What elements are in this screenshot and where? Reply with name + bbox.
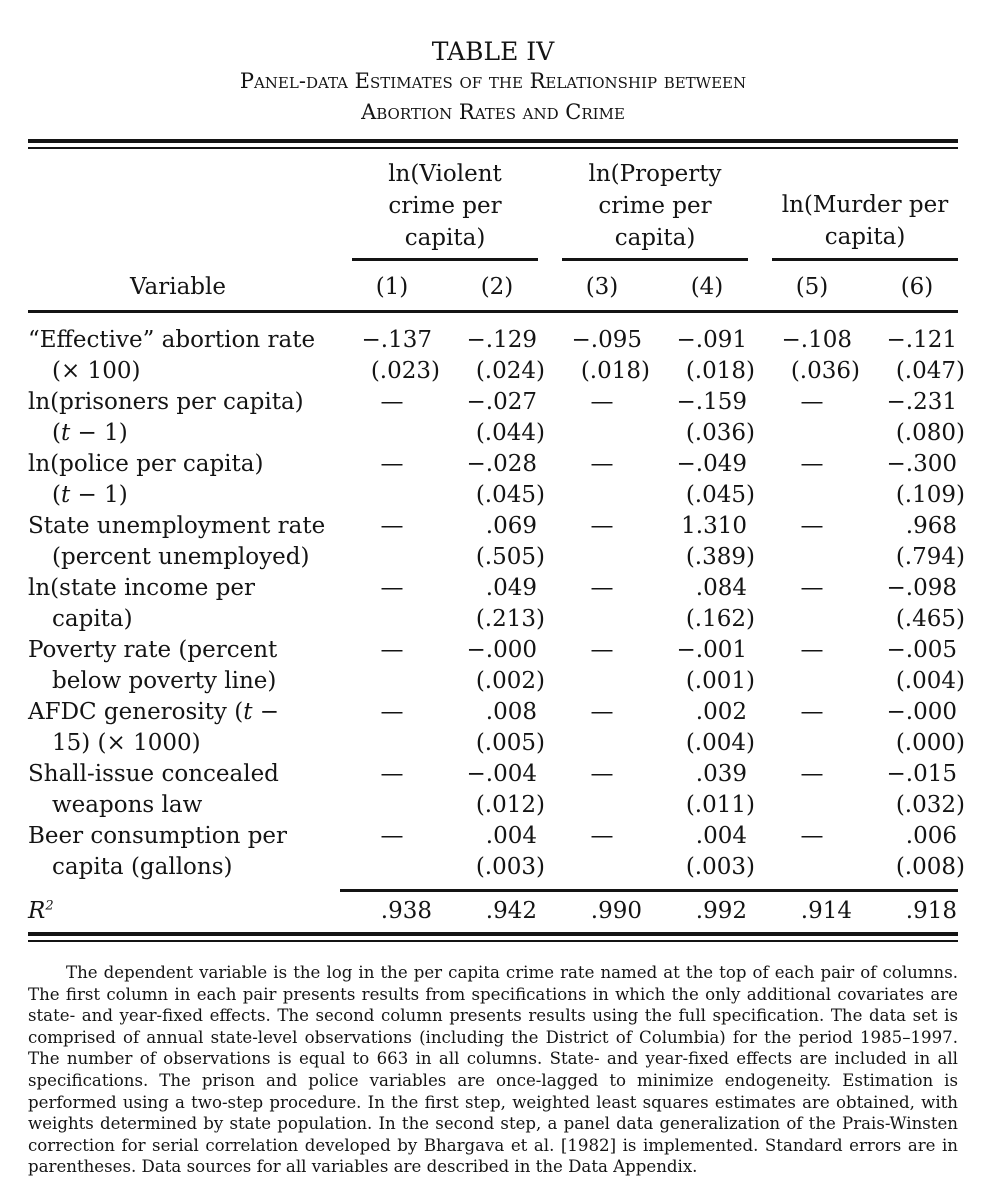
table-cell-empty: — [800, 389, 824, 415]
table-cell-std-error: (.002) [475, 668, 545, 694]
table-cell-std-error: (.011) [685, 792, 755, 818]
table-cell-std-error: (.008) [895, 854, 965, 880]
row-label: “Effective” abortion rate [28, 327, 316, 353]
r2-rule [340, 889, 958, 892]
table-cell-coefficient: −.015 [886, 761, 957, 787]
row-label-continued [28, 480, 128, 511]
table-cell-coefficient: .049 [485, 575, 537, 601]
table-cell-std-error: (.004) [895, 668, 965, 694]
table-cell-std-error: (.794) [895, 544, 965, 570]
table-cell-coefficient: −.004 [466, 761, 537, 787]
bottom-rule-thick [28, 932, 958, 936]
row-label-continued-text: (t − 1) [52, 420, 128, 446]
table-cell-coefficient: .004 [695, 823, 747, 849]
bottom-rule-thin [28, 940, 958, 942]
row-label-continued [28, 852, 233, 883]
table-cell-std-error: (.018) [685, 358, 755, 384]
table-cell-std-error: (.109) [895, 482, 965, 508]
row-label: ln(state income per [28, 575, 256, 601]
row-label: Poverty rate (percent [28, 637, 278, 663]
column-number: (3) [585, 274, 619, 300]
group-rule-property [562, 258, 748, 261]
table-cell-empty: — [590, 637, 614, 663]
table-cell-std-error: (.162) [685, 606, 755, 632]
table-cell-std-error: (.024) [475, 358, 545, 384]
table-cell-coefficient: −.098 [886, 575, 957, 601]
group-rule-murder [772, 258, 958, 261]
table-cell-empty: — [800, 761, 824, 787]
table-cell-coefficient: .006 [905, 823, 957, 849]
r2-value: .992 [695, 898, 747, 924]
table-cell-empty: — [380, 637, 404, 663]
group-header-property: ln(Property crime per capita) [588, 161, 722, 251]
r2-label: $R^2$ [28, 898, 54, 924]
table-cell-empty: — [800, 699, 824, 725]
table-cell-coefficient: −.108 [781, 327, 852, 353]
table-title: TABLE IV [431, 37, 555, 66]
table-cell-std-error: (.003) [685, 854, 755, 880]
table-cell-coefficient: −.049 [676, 451, 747, 477]
table-cell-coefficient: .084 [695, 575, 747, 601]
row-label-continued [28, 728, 201, 759]
table-cell-empty: — [800, 513, 824, 539]
table-cell-coefficient: −.121 [886, 327, 957, 353]
table-cell-std-error: (.023) [370, 358, 440, 384]
table-cell-coefficient: −.028 [466, 451, 537, 477]
row-label-continued [28, 604, 133, 635]
table-cell-std-error: (.001) [685, 668, 755, 694]
table-cell-std-error: (.012) [475, 792, 545, 818]
top-rule-thick [28, 139, 958, 143]
r2-value: .914 [800, 898, 852, 924]
table-cell-std-error: (.005) [475, 730, 545, 756]
table-cell-std-error: (.032) [895, 792, 965, 818]
table-cell-empty: — [800, 451, 824, 477]
table-cell-coefficient: −.000 [466, 637, 537, 663]
table-subtitle-line1: Panel-data Estimates of the Relationship between [239, 69, 747, 93]
row-label: Beer consumption per [28, 823, 288, 849]
r2-value: .938 [380, 898, 432, 924]
table-cell-coefficient: .004 [485, 823, 537, 849]
row-label-continued-text: (× 100) [52, 358, 141, 384]
row-label-continued-text: capita (gallons) [52, 854, 233, 880]
top-rule-thin [28, 147, 958, 149]
column-number: (2) [480, 274, 514, 300]
table-cell-std-error: (.045) [475, 482, 545, 508]
table-cell-empty: — [590, 451, 614, 477]
table-cell-std-error: (.000) [895, 730, 965, 756]
r2-value: .990 [590, 898, 642, 924]
table-cell-coefficient: −.091 [676, 327, 747, 353]
variable-header: Variable [130, 274, 226, 300]
row-label: AFDC generosity (t − [28, 699, 280, 725]
row-label-continued-text: weapons law [52, 792, 203, 818]
row-label-continued [28, 418, 128, 449]
table-cell-std-error: (.044) [475, 420, 545, 446]
table-cell-std-error: (.389) [685, 544, 755, 570]
table-cell-coefficient: 1.310 [681, 513, 747, 539]
row-label: ln(police per capita) [28, 451, 264, 477]
column-number: (4) [690, 274, 724, 300]
r2-value: .918 [905, 898, 957, 924]
table-cell-empty: — [380, 451, 404, 477]
table-cell-std-error: (.036) [685, 420, 755, 446]
row-label-continued-text: capita) [52, 606, 133, 632]
row-label-continued [28, 542, 309, 573]
row-label: Shall-issue concealed [28, 761, 279, 787]
table-cell-coefficient: .069 [485, 513, 537, 539]
row-label-continued-text: (t − 1) [52, 482, 128, 508]
table-cell-empty: — [380, 513, 404, 539]
table-subtitle-line2: Abortion Rates and Crime [361, 100, 625, 124]
table-cell-empty: — [590, 699, 614, 725]
group-header-violent: ln(Violent crime per capita) [388, 161, 502, 251]
row-label: State unemployment rate [28, 513, 326, 539]
table-cell-coefficient: −.095 [571, 327, 642, 353]
row-label-continued-text: 15) (× 1000) [52, 730, 201, 756]
table-cell-empty: — [380, 761, 404, 787]
table-cell-coefficient: .968 [905, 513, 957, 539]
table-cell-std-error: (.036) [790, 358, 860, 384]
table-cell-empty: — [590, 575, 614, 601]
header-rule [28, 310, 958, 313]
table-cell-std-error: (.213) [475, 606, 545, 632]
table-cell-coefficient: −.231 [886, 389, 957, 415]
group-header-murder: ln(Murder per capita) [781, 192, 949, 250]
row-label-continued [28, 666, 276, 697]
table-cell-coefficient: −.159 [676, 389, 747, 415]
table-cell-std-error: (.465) [895, 606, 965, 632]
table-cell-coefficient: −.027 [466, 389, 537, 415]
table-cell-empty: — [380, 823, 404, 849]
table-cell-std-error: (.004) [685, 730, 755, 756]
table-cell-empty: — [590, 513, 614, 539]
table-cell-coefficient: −.001 [676, 637, 747, 663]
table-cell-coefficient: .002 [695, 699, 747, 725]
table-cell-std-error: (.045) [685, 482, 755, 508]
row-label-continued-text: (percent unemployed) [52, 544, 310, 570]
table-cell-std-error: (.047) [895, 358, 965, 384]
column-number: (1) [375, 274, 409, 300]
table-cell-empty: — [800, 575, 824, 601]
table-cell-std-error: (.505) [475, 544, 545, 570]
table-cell-coefficient: −.129 [466, 327, 537, 353]
table-cell-coefficient: −.005 [886, 637, 957, 663]
table-cell-empty: — [590, 823, 614, 849]
table-cell-coefficient: .039 [695, 761, 747, 787]
table-cell-empty: — [800, 823, 824, 849]
table-cell-empty: — [380, 575, 404, 601]
table-cell-empty: — [380, 389, 404, 415]
row-label: ln(prisoners per capita) [28, 389, 304, 415]
table-cell-coefficient: −.137 [361, 327, 432, 353]
table-cell-std-error: (.018) [580, 358, 650, 384]
table-cell-empty: — [800, 637, 824, 663]
column-number: (5) [795, 274, 829, 300]
table-cell-std-error: (.080) [895, 420, 965, 446]
table-cell-coefficient: .008 [485, 699, 537, 725]
table-cell-coefficient: −.300 [886, 451, 957, 477]
column-number: (6) [900, 274, 934, 300]
table-cell-std-error: (.003) [475, 854, 545, 880]
table-cell-empty: — [590, 389, 614, 415]
table-notes: The dependent variable is the log in the per capita crime rate named at the top of each pair of columns. The first column in each pair presents results from specifications in which the only additional covariates are state- and year-fixed effects. The second column presents results using the full specification. The data set is comprised of annual state-level observations (including the District of Columbia) for the period 1985–1997. The number of observations is equal to 663 in all columns. State- and year-fixed effects are included in all specifications. The prison and police variables are once-lagged to minimize endogeneity. Estimation is performed using a two-step procedure. In the first step, weighted least squares estimates are obtained, with weights determined by state population. In the second step, a panel data generalization of the Prais-Winsten correction for serial correlation developed by Bhargava et al. [1982] is implemented. Standard errors are in parentheses. Data sources for all variables are described in the Data Appendix. [28, 963, 958, 1177]
r2-value: .942 [485, 898, 537, 924]
row-label-continued [28, 790, 202, 821]
row-label-continued [28, 356, 140, 387]
row-label-continued-text: below poverty line) [52, 668, 277, 694]
table-cell-empty: — [590, 761, 614, 787]
table-cell-empty: — [380, 699, 404, 725]
group-rule-violent [352, 258, 538, 261]
table-cell-coefficient: −.000 [886, 699, 957, 725]
